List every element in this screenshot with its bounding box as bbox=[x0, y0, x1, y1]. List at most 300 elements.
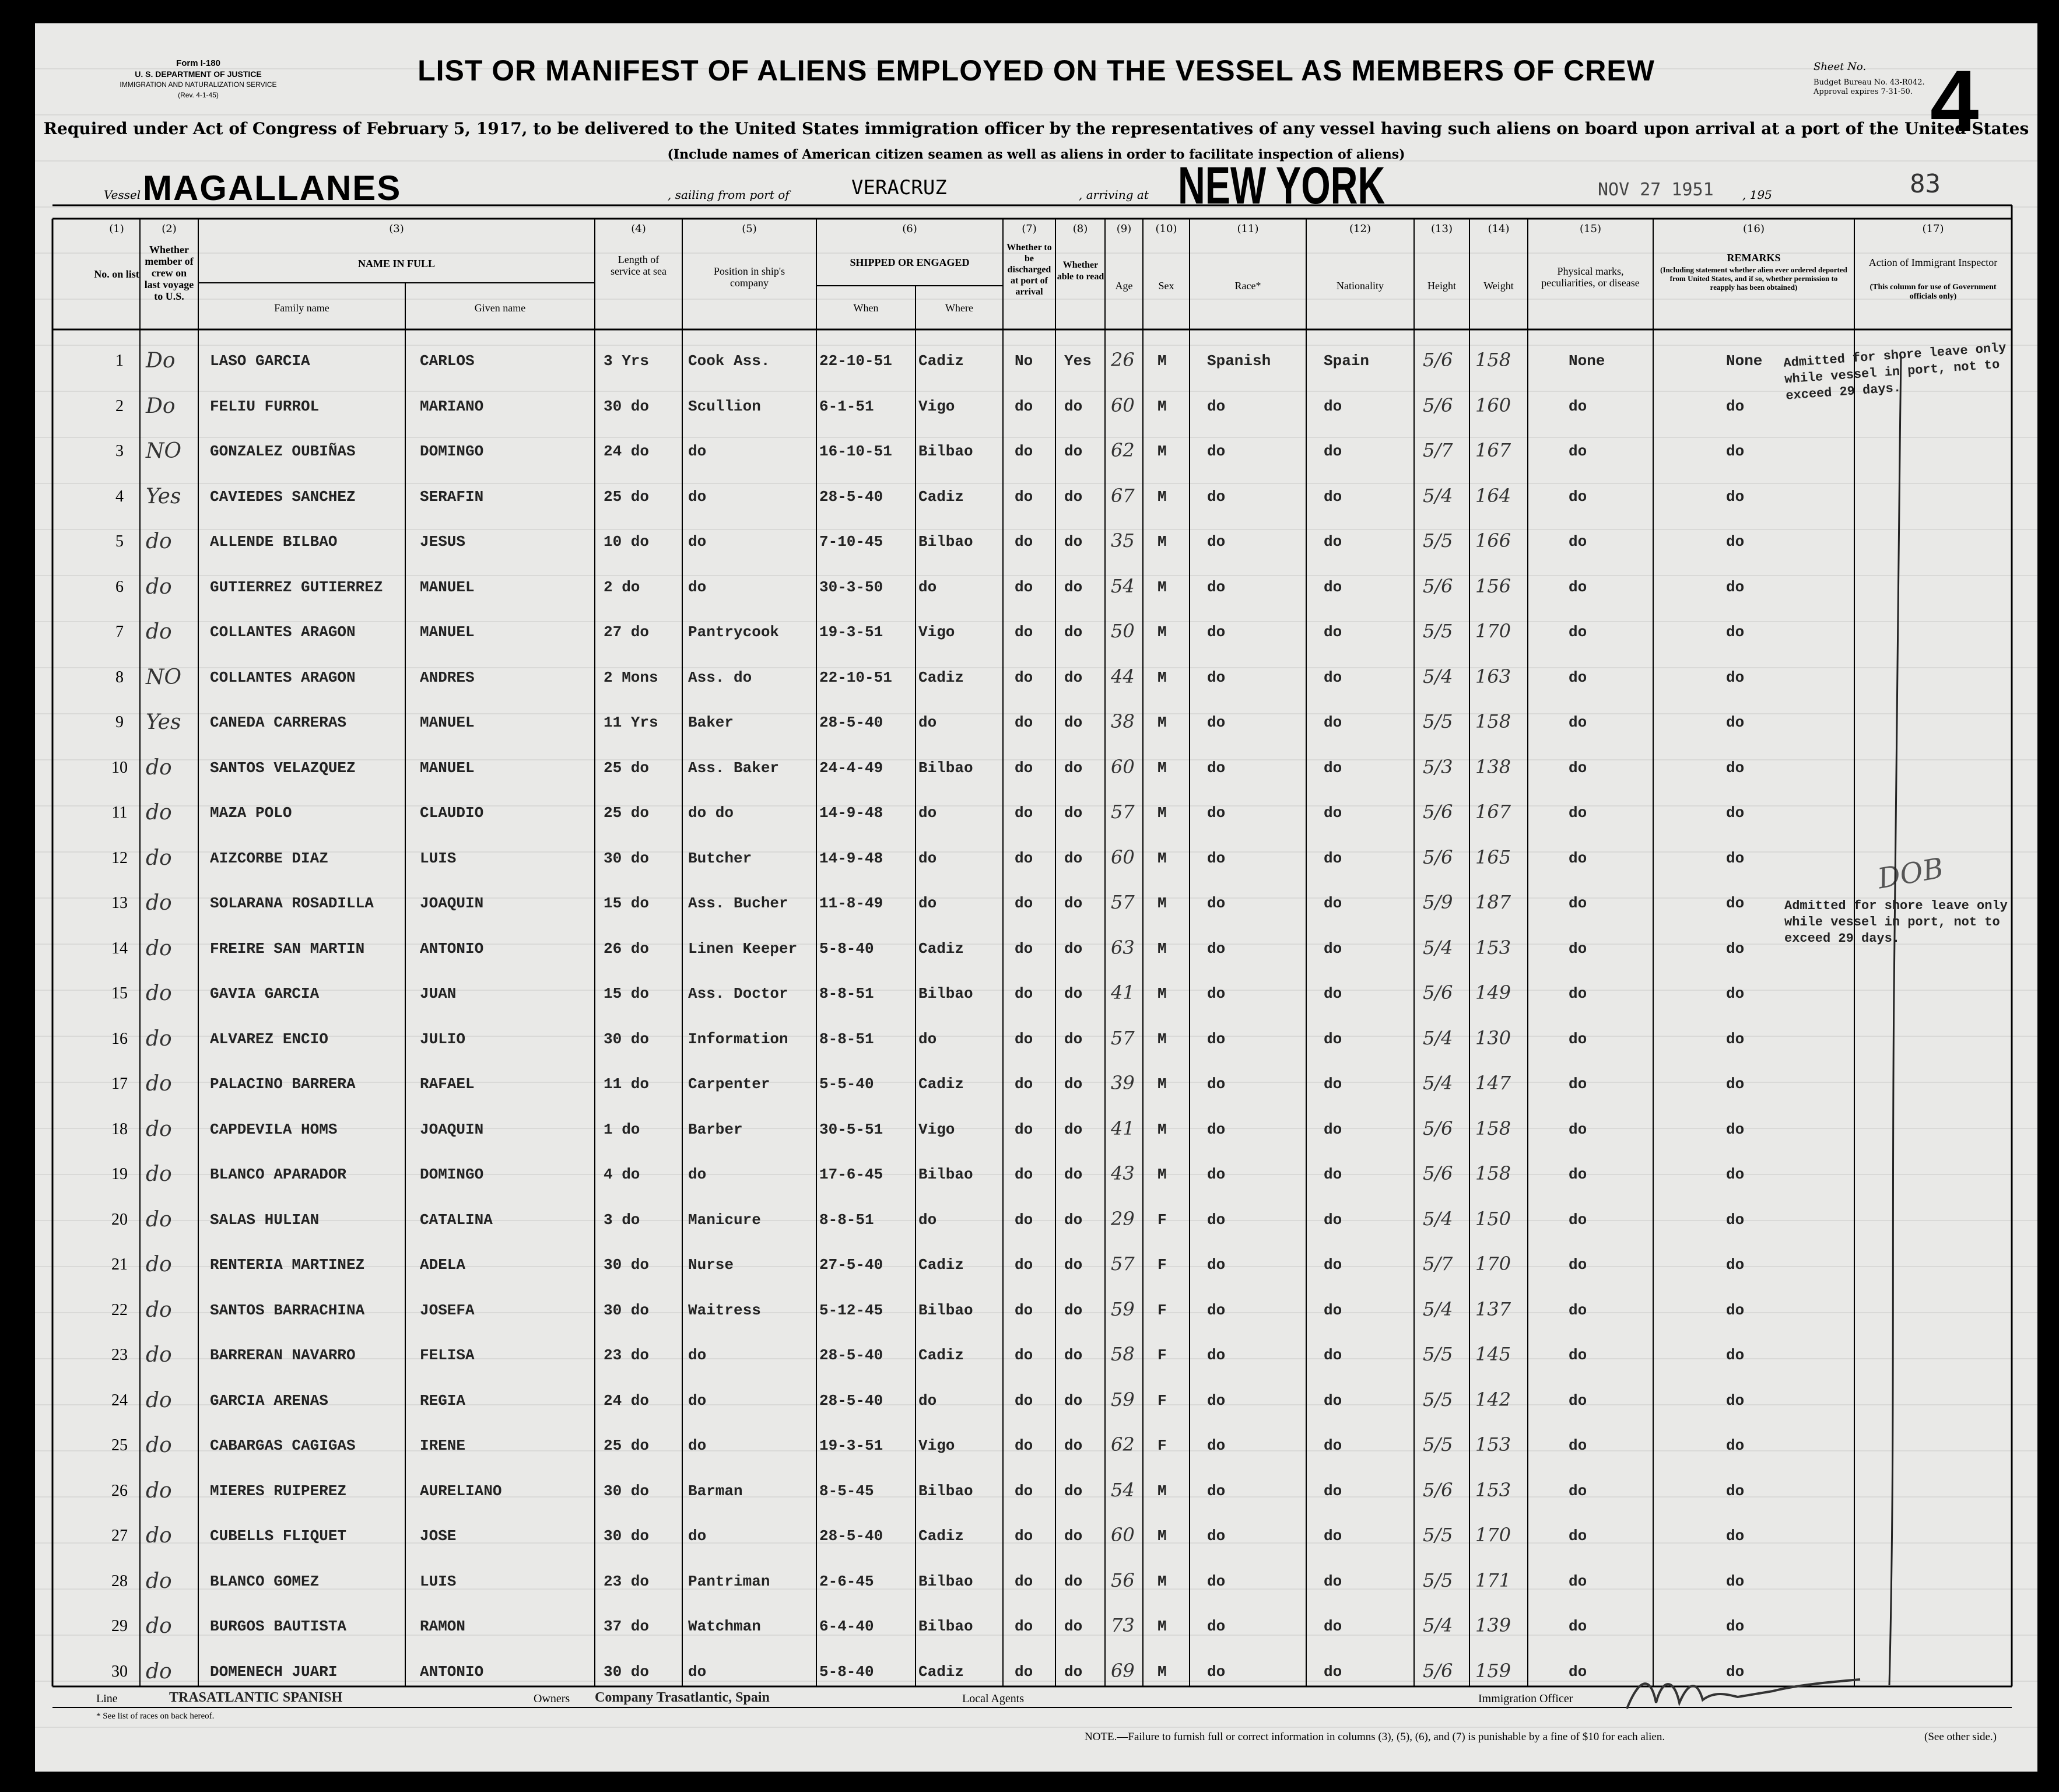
cell-family-name: BLANCO GOMEZ bbox=[210, 1572, 320, 1590]
cell-weight: 167 bbox=[1475, 439, 1511, 461]
cell-position: Ass. Doctor bbox=[688, 985, 788, 1002]
cell-height: 5/6 bbox=[1423, 981, 1453, 1004]
cell-nationality: do bbox=[1324, 488, 1342, 506]
cell-remarks: do bbox=[1726, 443, 1745, 460]
header-no-on-list: No. on list bbox=[94, 268, 139, 280]
cell-shipped-when: 24-4-49 bbox=[819, 759, 883, 777]
cell-length-of-service: 24 do bbox=[604, 443, 650, 460]
cell-remarks: do bbox=[1726, 849, 1745, 867]
cell-shipped-where: Vigo bbox=[918, 1437, 955, 1454]
cell-length-of-service: 26 do bbox=[604, 939, 650, 958]
cell-position: do do bbox=[688, 804, 734, 822]
cell-race: do bbox=[1207, 1618, 1226, 1635]
cell-physical-marks: do bbox=[1569, 1211, 1587, 1229]
see-other-side: (See other side.) bbox=[1924, 1731, 1997, 1743]
cell-discharged: do bbox=[1015, 939, 1033, 958]
row-number: 30 bbox=[111, 1662, 128, 1681]
cell-able-to-read: do bbox=[1064, 1663, 1083, 1681]
cell-discharged: do bbox=[1015, 1391, 1033, 1409]
cell-height: 5/6 bbox=[1423, 1162, 1453, 1184]
cell-given-name: LUIS bbox=[420, 849, 457, 867]
cell-remarks: do bbox=[1726, 488, 1745, 506]
cell-position: Butcher bbox=[688, 849, 752, 867]
cell-given-name: JULIO bbox=[420, 1030, 466, 1048]
header-remarks-note: (Including statement whether alien ever ordered deported from United States, and if so, whether permission to reapply has been obtained) bbox=[1660, 265, 1847, 292]
cell-shipped-when: 5-12-45 bbox=[819, 1301, 883, 1319]
cell-able-to-read: do bbox=[1064, 1437, 1083, 1454]
cell-shipped-where: do bbox=[918, 895, 937, 912]
cell-weight: 158 bbox=[1475, 1162, 1511, 1184]
cell-physical-marks: do bbox=[1569, 1166, 1587, 1183]
cell-length-of-service: 15 do bbox=[604, 895, 650, 912]
col-num-3: (3) bbox=[389, 223, 404, 235]
row-number: 21 bbox=[111, 1256, 128, 1274]
cell-able-to-read: do bbox=[1064, 1618, 1083, 1635]
cell-length-of-service: 37 do bbox=[604, 1618, 650, 1635]
cell-discharged: do bbox=[1015, 578, 1033, 596]
cell-prev-voyage: do bbox=[146, 846, 172, 870]
budget-number: Budget Bureau No. 43-R042. bbox=[1814, 78, 1925, 87]
cell-weight: 158 bbox=[1475, 349, 1511, 371]
sheet-number: 4 bbox=[1930, 52, 1979, 150]
cell-prev-voyage: do bbox=[146, 1343, 172, 1367]
cell-discharged: do bbox=[1015, 397, 1033, 415]
cell-given-name: JESUS bbox=[420, 533, 466, 550]
cell-family-name: GAVIA GARCIA bbox=[210, 985, 320, 1002]
cell-able-to-read: do bbox=[1064, 1527, 1083, 1545]
cell-age: 62 bbox=[1111, 1433, 1135, 1456]
cell-age: 44 bbox=[1111, 665, 1135, 688]
cell-position: do bbox=[688, 533, 707, 550]
row-number: 13 bbox=[111, 894, 128, 912]
cell-sex: M bbox=[1157, 1166, 1167, 1183]
cell-sex: M bbox=[1157, 352, 1167, 370]
cell-discharged: do bbox=[1015, 1256, 1033, 1274]
cell-prev-voyage: NO bbox=[146, 439, 182, 463]
cell-age: 54 bbox=[1111, 1478, 1135, 1501]
cell-physical-marks: do bbox=[1569, 1030, 1587, 1048]
cell-discharged: do bbox=[1015, 714, 1033, 731]
cell-shipped-where: Cadiz bbox=[918, 1346, 964, 1364]
cell-sex: M bbox=[1157, 443, 1167, 460]
cell-physical-marks: do bbox=[1569, 397, 1587, 415]
cell-race: do bbox=[1207, 578, 1226, 596]
cell-able-to-read: do bbox=[1064, 1120, 1083, 1138]
cell-race: do bbox=[1207, 668, 1226, 686]
cell-shipped-when: 28-5-40 bbox=[819, 1346, 883, 1364]
header-given-name: Given name bbox=[474, 302, 526, 314]
cell-age: 73 bbox=[1111, 1614, 1135, 1636]
cell-family-name: GUTIERREZ GUTIERREZ bbox=[210, 578, 383, 596]
cell-height: 5/9 bbox=[1423, 891, 1453, 913]
row-number: 7 bbox=[115, 623, 124, 641]
cell-remarks: do bbox=[1726, 759, 1745, 777]
cell-physical-marks: do bbox=[1569, 895, 1587, 912]
cell-height: 5/6 bbox=[1423, 801, 1453, 823]
form-dept: U. S. DEPARTMENT OF JUSTICE bbox=[135, 69, 262, 79]
cell-length-of-service: 15 do bbox=[604, 985, 650, 1002]
cell-discharged: do bbox=[1015, 1030, 1033, 1048]
cell-family-name: CAPDEVILA HOMS bbox=[210, 1120, 338, 1138]
cell-race: do bbox=[1207, 1663, 1226, 1681]
cell-length-of-service: 30 do bbox=[604, 1301, 650, 1319]
cell-family-name: BARRERAN NAVARRO bbox=[210, 1346, 356, 1364]
cell-physical-marks: do bbox=[1569, 804, 1587, 822]
header-length-of-service: Length of service at sea bbox=[611, 254, 667, 277]
cell-sex: F bbox=[1157, 1391, 1167, 1409]
cell-physical-marks: do bbox=[1569, 443, 1587, 460]
cell-height: 5/6 bbox=[1423, 1659, 1453, 1682]
cell-weight: 170 bbox=[1475, 1253, 1511, 1275]
col-num-13: (13) bbox=[1431, 223, 1453, 235]
cell-race: do bbox=[1207, 1527, 1226, 1545]
cell-position: Pantrycook bbox=[688, 623, 780, 641]
cell-physical-marks: do bbox=[1569, 1618, 1587, 1635]
cell-physical-marks: do bbox=[1569, 668, 1587, 686]
cell-shipped-when: 5-8-40 bbox=[819, 1663, 874, 1681]
cell-height: 5/4 bbox=[1423, 1026, 1453, 1049]
cell-weight: 163 bbox=[1475, 665, 1511, 688]
cell-race: do bbox=[1207, 1166, 1226, 1183]
cell-shipped-when: 19-3-51 bbox=[819, 623, 883, 641]
cell-physical-marks: do bbox=[1569, 1256, 1587, 1274]
cell-race: do bbox=[1207, 849, 1226, 867]
cell-race: do bbox=[1207, 895, 1226, 912]
cell-physical-marks: do bbox=[1569, 1075, 1587, 1093]
cell-height: 5/7 bbox=[1423, 439, 1453, 461]
cell-position: do bbox=[688, 1391, 707, 1409]
cell-remarks: do bbox=[1726, 985, 1745, 1002]
row-number: 8 bbox=[115, 668, 124, 686]
cell-height: 5/3 bbox=[1423, 755, 1453, 778]
cell-remarks: do bbox=[1726, 1391, 1745, 1409]
cell-age: 41 bbox=[1111, 1117, 1135, 1139]
cell-remarks: do bbox=[1726, 804, 1745, 822]
sailing-port: VERACRUZ bbox=[851, 176, 947, 199]
cell-physical-marks: do bbox=[1569, 533, 1587, 550]
line-name: TRASATLANTIC SPANISH bbox=[169, 1690, 343, 1705]
cell-shipped-where: Bilbao bbox=[918, 533, 973, 550]
cell-age: 59 bbox=[1111, 1297, 1135, 1320]
cell-sex: M bbox=[1157, 1482, 1167, 1500]
sailing-label: , sailing from port of bbox=[668, 188, 790, 202]
cell-prev-voyage: do bbox=[146, 1388, 172, 1412]
cell-weight: 167 bbox=[1475, 801, 1511, 823]
cell-length-of-service: 1 do bbox=[604, 1120, 640, 1138]
officer-label: Immigration Officer bbox=[1478, 1692, 1573, 1705]
cell-shipped-when: 8-8-51 bbox=[819, 985, 874, 1002]
cell-race: do bbox=[1207, 1075, 1226, 1093]
cell-race: do bbox=[1207, 985, 1226, 1002]
cell-length-of-service: 30 do bbox=[604, 1663, 650, 1681]
cell-given-name: JUAN bbox=[420, 985, 457, 1002]
cell-nationality: do bbox=[1324, 623, 1342, 641]
cell-given-name: MANUEL bbox=[420, 714, 475, 731]
cell-position: do bbox=[688, 443, 707, 460]
cell-height: 5/4 bbox=[1423, 1614, 1453, 1636]
header-weight: Weight bbox=[1483, 280, 1514, 292]
row-number: 19 bbox=[111, 1165, 128, 1183]
cell-sex: M bbox=[1157, 1030, 1167, 1048]
cell-shipped-when: 22-10-51 bbox=[819, 668, 892, 686]
cell-sex: F bbox=[1157, 1437, 1167, 1454]
cell-weight: 149 bbox=[1475, 981, 1511, 1004]
cell-nationality: do bbox=[1324, 804, 1342, 822]
col-num-11: (11) bbox=[1237, 223, 1259, 235]
cell-prev-voyage: do bbox=[146, 529, 172, 553]
cell-shipped-when: 2-6-45 bbox=[819, 1572, 874, 1590]
cell-given-name: ANTONIO bbox=[420, 939, 484, 958]
cell-length-of-service: 3 Yrs bbox=[604, 352, 650, 370]
cell-able-to-read: do bbox=[1064, 623, 1083, 641]
cell-sex: M bbox=[1157, 1120, 1167, 1138]
cell-position: do bbox=[688, 1346, 707, 1364]
cell-discharged: do bbox=[1015, 1527, 1033, 1545]
shore-leave-note-2-text: Admitted for shore leave only while vessel in port, not to exceed 29 days. bbox=[1784, 899, 2008, 946]
cell-physical-marks: do bbox=[1569, 623, 1587, 641]
cell-able-to-read: do bbox=[1064, 849, 1083, 867]
cell-remarks: do bbox=[1726, 1030, 1745, 1048]
cell-position: Barman bbox=[688, 1482, 743, 1500]
cell-remarks: do bbox=[1726, 533, 1745, 550]
cell-prev-voyage: do bbox=[146, 1433, 172, 1457]
cell-remarks: do bbox=[1726, 939, 1745, 958]
row-number: 5 bbox=[115, 532, 124, 550]
cell-family-name: SANTOS VELAZQUEZ bbox=[210, 759, 356, 777]
header-height: Height bbox=[1427, 280, 1456, 292]
cell-shipped-where: Bilbao bbox=[918, 1482, 973, 1500]
cell-shipped-where: do bbox=[918, 1211, 937, 1229]
cell-age: 60 bbox=[1111, 394, 1135, 416]
row-number: 12 bbox=[111, 848, 128, 867]
cell-nationality: do bbox=[1324, 939, 1342, 958]
cell-sex: M bbox=[1157, 578, 1167, 596]
cell-shipped-where: Cadiz bbox=[918, 1256, 964, 1274]
cell-family-name: LASO GARCIA bbox=[210, 352, 310, 370]
header-where: Where bbox=[945, 302, 973, 314]
vessel-label: Vessel bbox=[104, 188, 141, 202]
cell-shipped-when: 27-5-40 bbox=[819, 1256, 883, 1274]
cell-nationality: do bbox=[1324, 1437, 1342, 1454]
cell-shipped-when: 11-8-49 bbox=[819, 895, 883, 912]
cell-prev-voyage: do bbox=[146, 1569, 172, 1593]
cell-discharged: do bbox=[1015, 849, 1033, 867]
cell-discharged: do bbox=[1015, 1166, 1033, 1183]
row-number: 4 bbox=[115, 487, 124, 506]
cell-physical-marks: do bbox=[1569, 714, 1587, 731]
cell-able-to-read: do bbox=[1064, 578, 1083, 596]
cell-physical-marks: do bbox=[1569, 939, 1587, 958]
cell-able-to-read: do bbox=[1064, 1075, 1083, 1093]
cell-shipped-when: 28-5-40 bbox=[819, 488, 883, 506]
row-number: 1 bbox=[115, 352, 124, 370]
header-shipped-engaged: SHIPPED OR ENGAGED bbox=[850, 257, 970, 268]
cell-discharged: do bbox=[1015, 804, 1033, 822]
cell-race: do bbox=[1207, 488, 1226, 506]
row-number: 3 bbox=[115, 442, 124, 460]
cell-physical-marks: do bbox=[1569, 1572, 1587, 1590]
cell-race: do bbox=[1207, 1120, 1226, 1138]
cell-remarks: do bbox=[1726, 1527, 1745, 1545]
cell-sex: M bbox=[1157, 895, 1167, 912]
row-number: 20 bbox=[111, 1210, 128, 1229]
cell-family-name: BURGOS BAUTISTA bbox=[210, 1618, 347, 1635]
cell-able-to-read: do bbox=[1064, 533, 1083, 550]
cell-nationality: do bbox=[1324, 1166, 1342, 1183]
cell-able-to-read: do bbox=[1064, 1256, 1083, 1274]
cell-length-of-service: 25 do bbox=[604, 804, 650, 822]
col-num-6: (6) bbox=[902, 223, 917, 235]
row-number: 15 bbox=[111, 984, 128, 1002]
form-number: Form I-180 bbox=[176, 58, 220, 68]
cell-weight: 153 bbox=[1475, 936, 1511, 959]
cell-nationality: do bbox=[1324, 1618, 1342, 1635]
cell-nationality: do bbox=[1324, 759, 1342, 777]
cell-race: do bbox=[1207, 623, 1226, 641]
cell-nationality: do bbox=[1324, 1391, 1342, 1409]
cell-length-of-service: 25 do bbox=[604, 488, 650, 506]
cell-shipped-when: 6-4-40 bbox=[819, 1618, 874, 1635]
cell-discharged: do bbox=[1015, 1572, 1033, 1590]
cell-weight: 170 bbox=[1475, 1524, 1511, 1546]
cell-discharged: do bbox=[1015, 1618, 1033, 1635]
cell-shipped-where: Bilbao bbox=[918, 443, 973, 460]
cell-height: 5/4 bbox=[1423, 1207, 1453, 1230]
cell-sex: M bbox=[1157, 804, 1167, 822]
cell-race: do bbox=[1207, 1030, 1226, 1048]
cell-physical-marks: do bbox=[1569, 1437, 1587, 1454]
cell-physical-marks: do bbox=[1569, 1391, 1587, 1409]
cell-able-to-read: do bbox=[1064, 1301, 1083, 1319]
cell-sex: M bbox=[1157, 488, 1167, 506]
cell-prev-voyage: do bbox=[146, 936, 172, 960]
cell-shipped-where: Bilbao bbox=[918, 759, 973, 777]
header-age: Age bbox=[1115, 280, 1133, 292]
cell-race: do bbox=[1207, 1211, 1226, 1229]
arriving-label: , arriving at bbox=[1079, 188, 1149, 202]
cell-sex: F bbox=[1157, 1256, 1167, 1274]
cell-shipped-where: Cadiz bbox=[918, 488, 964, 506]
cell-sex: M bbox=[1157, 1663, 1167, 1681]
cell-sex: F bbox=[1157, 1346, 1167, 1364]
cell-age: 58 bbox=[1111, 1343, 1135, 1365]
cell-shipped-where: Cadiz bbox=[918, 1075, 964, 1093]
cell-sex: M bbox=[1157, 714, 1167, 731]
cell-age: 57 bbox=[1111, 801, 1135, 823]
cell-sex: M bbox=[1157, 668, 1167, 686]
cell-position: do bbox=[688, 1663, 707, 1681]
cell-sex: M bbox=[1157, 1618, 1167, 1635]
cell-prev-voyage: do bbox=[146, 1478, 172, 1503]
subtitle-note: (Include names of American citizen seamen as well as aliens in order to facilitate inspection of aliens) bbox=[667, 147, 1405, 162]
cell-given-name: CLAUDIO bbox=[420, 804, 484, 822]
cell-remarks: do bbox=[1726, 1346, 1745, 1364]
cell-shipped-when: 28-5-40 bbox=[819, 714, 883, 731]
cell-height: 5/4 bbox=[1423, 1072, 1453, 1094]
cell-remarks: do bbox=[1726, 1256, 1745, 1274]
cell-physical-marks: do bbox=[1569, 1120, 1587, 1138]
local-agents-label: Local Agents bbox=[962, 1692, 1025, 1705]
cell-physical-marks: do bbox=[1569, 1663, 1587, 1681]
cell-prev-voyage: do bbox=[146, 1207, 172, 1232]
cell-sex: M bbox=[1157, 397, 1167, 415]
cell-height: 5/4 bbox=[1423, 665, 1453, 688]
cell-discharged: do bbox=[1015, 985, 1033, 1002]
cell-physical-marks: do bbox=[1569, 578, 1587, 596]
cell-age: 39 bbox=[1111, 1072, 1135, 1094]
cell-position: Ass. do bbox=[688, 668, 752, 686]
cell-able-to-read: do bbox=[1064, 488, 1083, 506]
cell-given-name: SERAFIN bbox=[420, 488, 484, 506]
cell-weight: 156 bbox=[1475, 574, 1511, 597]
cell-shipped-where: Bilbao bbox=[918, 1618, 973, 1635]
cell-nationality: do bbox=[1324, 1663, 1342, 1681]
cell-physical-marks: do bbox=[1569, 1301, 1587, 1319]
cell-nationality: do bbox=[1324, 1482, 1342, 1500]
cell-discharged: do bbox=[1015, 443, 1033, 460]
cell-physical-marks: do bbox=[1569, 1527, 1587, 1545]
cell-given-name: DOMINGO bbox=[420, 443, 484, 460]
cell-shipped-when: 22-10-51 bbox=[819, 352, 892, 370]
cell-race: do bbox=[1207, 1391, 1226, 1409]
header-discharged: Whether to be discharged at port of arrival bbox=[1006, 243, 1052, 297]
cell-shipped-when: 14-9-48 bbox=[819, 804, 883, 822]
cell-nationality: do bbox=[1324, 397, 1342, 415]
cell-race: do bbox=[1207, 1482, 1226, 1500]
cell-position: Waitress bbox=[688, 1301, 761, 1319]
cell-position: Ass. Baker bbox=[688, 759, 780, 777]
cell-length-of-service: 11 do bbox=[604, 1075, 650, 1093]
cell-family-name: MAZA POLO bbox=[210, 804, 292, 822]
cell-height: 5/4 bbox=[1423, 936, 1453, 959]
arrival-port: NEW YORK bbox=[1178, 157, 1385, 215]
cell-length-of-service: 30 do bbox=[604, 397, 650, 415]
cell-weight: 153 bbox=[1475, 1433, 1511, 1456]
cell-given-name: MANUEL bbox=[420, 759, 475, 777]
header-previous-voyage: Whether member of crew on last voyage to U.S. bbox=[144, 244, 194, 302]
cell-length-of-service: 2 Mons bbox=[604, 668, 658, 686]
cell-nationality: do bbox=[1324, 668, 1342, 686]
cell-given-name: CATALINA bbox=[420, 1211, 493, 1229]
cell-weight: 145 bbox=[1475, 1343, 1511, 1365]
cell-length-of-service: 2 do bbox=[604, 578, 640, 596]
cell-shipped-where: Cadiz bbox=[918, 1663, 964, 1681]
cell-prev-voyage: do bbox=[146, 1162, 172, 1186]
cell-shipped-where: Vigo bbox=[918, 397, 955, 415]
col-num-9: (9) bbox=[1116, 223, 1132, 235]
cell-age: 60 bbox=[1111, 846, 1135, 868]
header-inspector-action: Action of Immigrant Inspector bbox=[1868, 257, 1998, 268]
cell-given-name: REGIA bbox=[420, 1391, 466, 1409]
cell-nationality: do bbox=[1324, 533, 1342, 550]
cell-length-of-service: 23 do bbox=[604, 1572, 650, 1590]
cell-age: 69 bbox=[1111, 1659, 1135, 1682]
cell-age: 26 bbox=[1111, 349, 1135, 371]
cell-able-to-read: Yes bbox=[1064, 352, 1092, 370]
header-family-name: Family name bbox=[274, 302, 329, 314]
cell-prev-voyage: do bbox=[146, 574, 172, 599]
cell-shipped-where: do bbox=[918, 714, 937, 731]
cell-able-to-read: do bbox=[1064, 714, 1083, 731]
cell-length-of-service: 4 do bbox=[604, 1166, 640, 1183]
cell-age: 57 bbox=[1111, 891, 1135, 913]
cell-length-of-service: 25 do bbox=[604, 1437, 650, 1454]
cell-remarks: do bbox=[1726, 1618, 1745, 1635]
col-num-17: (17) bbox=[1922, 223, 1944, 235]
cell-able-to-read: do bbox=[1064, 804, 1083, 822]
cell-height: 5/6 bbox=[1423, 1117, 1453, 1139]
header-race: Race* bbox=[1234, 280, 1261, 292]
